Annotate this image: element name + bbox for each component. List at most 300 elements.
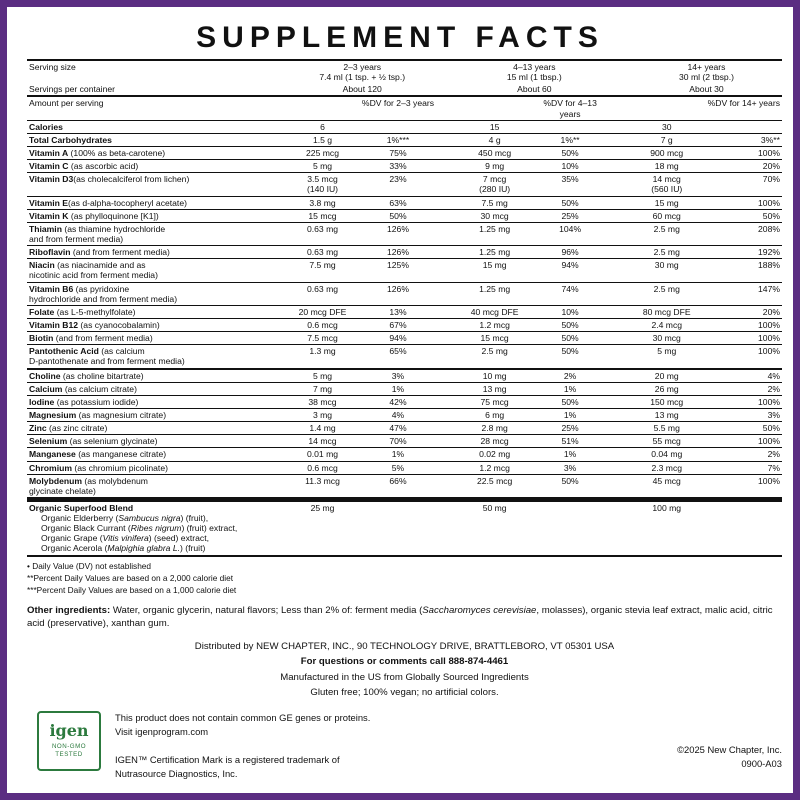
amount-14plus: 55 mcg xyxy=(652,436,681,447)
dv-4-13: 1%** xyxy=(560,134,580,145)
spacer xyxy=(438,422,459,435)
amount-2-3: 38 mcg xyxy=(308,396,337,407)
superfood-blend-row xyxy=(27,499,782,555)
nutrient-name: Riboflavin (and from ferment media) xyxy=(29,247,170,258)
spacer-3 xyxy=(438,83,459,96)
amount-4-13: 13 mg xyxy=(482,383,507,394)
nutrient-name: Zinc (as zinc citrate) xyxy=(29,423,108,434)
amount-14plus: 5 mg xyxy=(657,346,677,357)
page-title: SUPPLEMENT FACTS xyxy=(196,21,604,54)
dv-14plus: 100% xyxy=(758,333,780,344)
dv-14plus: 100% xyxy=(758,475,780,486)
nutrient-name: Thiamin (as thiamine hydrochloride and from ferment media) xyxy=(29,223,166,244)
amount-14plus: 13 mg xyxy=(654,409,679,420)
dv-14plus: 2% xyxy=(767,449,780,460)
spacer-4 xyxy=(610,83,631,96)
table-closing-rule xyxy=(27,556,782,557)
dv-14plus: 100% xyxy=(758,346,780,357)
spacer xyxy=(438,160,459,173)
dv-2-3: 33% xyxy=(389,161,407,172)
table-row xyxy=(27,435,782,448)
amount-4-13: 450 mcg xyxy=(478,147,512,158)
dv-14plus: 70% xyxy=(762,174,780,185)
dv-2-3: 23% xyxy=(389,174,407,185)
dv-4-13: 50% xyxy=(561,396,579,407)
dv-2-3: 1% xyxy=(391,383,405,394)
dv-2-3: 67% xyxy=(389,319,407,330)
blend-dv-4-13 xyxy=(530,499,609,555)
table-row xyxy=(27,461,782,474)
dv-4-13: 1% xyxy=(563,449,577,460)
spacer-1 xyxy=(438,60,459,83)
amount-14plus: 18 mg xyxy=(654,161,679,172)
amount-2-3: 225 mcg xyxy=(306,147,339,158)
nutrient-name: Vitamin B12 (as cyanocobalamin) xyxy=(29,319,160,330)
nutrient-name: Iodine (as potassium iodide) xyxy=(29,396,139,407)
blend-dv-14plus xyxy=(703,499,782,555)
amount-2-3: 5 mg xyxy=(312,370,333,381)
nutrient-name: Choline (as choline bitartrate) xyxy=(29,370,144,381)
dv-4-13: 25% xyxy=(561,210,579,221)
dv-2-3: 70% xyxy=(389,436,407,447)
spacer xyxy=(438,369,459,383)
dv-2-3: 42% xyxy=(389,396,407,407)
dv-14plus: 7% xyxy=(767,462,780,473)
dv-4-13: 35% xyxy=(561,174,579,185)
igen-text xyxy=(115,711,592,781)
dv-4-13: 50% xyxy=(561,346,579,357)
spacer xyxy=(610,173,631,196)
amount-4-13: 28 mcg xyxy=(480,436,509,447)
igen-trademark: IGEN™ Certification Mark is a registered trademark of Nutrasource Diagnostics, Inc. xyxy=(115,754,340,780)
spacer xyxy=(438,345,459,369)
spacer xyxy=(610,395,631,408)
amount-4-13: 40 mcg DFE xyxy=(470,306,519,317)
table-row xyxy=(27,395,782,408)
table-row xyxy=(27,222,782,245)
amount-14plus: 2.4 mcg xyxy=(651,319,683,330)
amount-4-13: 15 mg xyxy=(482,260,507,271)
serving-size-1: 7.4 ml (1 tsp. + ½ tsp.) xyxy=(319,72,406,83)
amount-4-13: 7 mcg (280 IU) xyxy=(479,174,511,195)
spacer xyxy=(438,318,459,331)
spacer xyxy=(610,382,631,395)
nutrient-name: Folate (as L-5-methylfolate) xyxy=(29,306,136,317)
amount-2-3: 6 xyxy=(320,121,325,132)
dv-4-13: 50% xyxy=(561,319,579,330)
serving-col-1 xyxy=(287,60,438,83)
nutrient-name: Selenium (as selenium glycinate) xyxy=(29,436,158,447)
dv-2-3: 1% xyxy=(391,449,405,460)
dv-14plus: 100% xyxy=(758,436,780,447)
dv-4-13: 96% xyxy=(561,247,579,258)
amount-2-3: 20 mcg DFE xyxy=(298,306,347,317)
dv-14plus: 2% xyxy=(767,383,780,394)
igen-badge-sub: NON-GMO TESTED xyxy=(51,743,87,759)
dv-2-3: 126% xyxy=(387,283,409,294)
dv-14plus: 100% xyxy=(758,147,780,158)
spacer xyxy=(438,305,459,318)
spacer xyxy=(438,196,459,209)
dv-14plus: 50% xyxy=(762,210,780,221)
dv-2-3: 125% xyxy=(387,260,409,271)
dv-4-13: 3% xyxy=(563,462,577,473)
nutrient-name: Magnesium (as magnesium citrate) xyxy=(29,409,167,420)
nutrient-name: Chromium (as chromium picolinate) xyxy=(29,462,168,473)
amount-4-13: 22.5 mcg xyxy=(476,475,513,486)
table-row xyxy=(27,332,782,345)
product-code: 0900-A03 xyxy=(741,758,782,770)
spacer xyxy=(610,160,631,173)
table-row xyxy=(27,474,782,499)
spacer xyxy=(438,332,459,345)
amount-2-3: 1.5 g xyxy=(312,134,333,145)
dv-2-3: 50% xyxy=(389,210,407,221)
spacer xyxy=(610,146,631,159)
igen-line-2: Visit igenprogram.com xyxy=(115,726,209,738)
dv-2-3: 5% xyxy=(391,462,405,473)
spacer xyxy=(610,499,631,555)
spacer xyxy=(610,282,631,305)
spacer xyxy=(438,120,459,133)
amount-4-13: 1.2 mcg xyxy=(479,319,510,330)
footnote-2: **Percent Daily Values are based on a 2,000 calorie diet xyxy=(27,572,234,583)
spacer xyxy=(610,222,631,245)
panel-inner xyxy=(7,7,793,793)
amount-2-3: 0.63 mg xyxy=(306,223,339,234)
amount-4-13: 4 g xyxy=(488,134,501,145)
serving-age-3: 14+ years xyxy=(687,62,726,72)
blend-amount-2-3: 25 mg xyxy=(310,502,335,513)
table-row xyxy=(27,246,782,259)
amount-4-13: 2.5 mg xyxy=(481,346,508,357)
amount-14plus: 14 mcg (560 IU) xyxy=(651,174,683,195)
amount-14plus: 2.5 mg xyxy=(653,283,680,294)
amount-2-3: 1.3 mg xyxy=(309,346,336,357)
spacer xyxy=(438,133,459,146)
spacer xyxy=(610,196,631,209)
serving-age-1: 2–3 years xyxy=(343,62,382,72)
dv-2-3: 75% xyxy=(389,147,407,158)
servings-3: About 30 xyxy=(689,84,724,95)
closing-cell xyxy=(27,556,782,557)
spacer xyxy=(438,435,459,448)
amount-4-13: 75 mcg xyxy=(480,396,509,407)
amount-2-3: 0.63 mg xyxy=(306,283,339,294)
table-row xyxy=(27,173,782,196)
dv-4-13: 1% xyxy=(563,409,577,420)
amount-2-3: 0.6 mcg xyxy=(307,462,338,473)
table-row xyxy=(27,318,782,331)
footnote-3: ***Percent Daily Values are based on a 1,000 calorie diet xyxy=(27,584,237,595)
serving-col-2 xyxy=(459,60,610,83)
amount-14plus: 150 mcg xyxy=(650,396,684,407)
other-ingredients-text: Water, organic glycerin, natural flavors; Less than 2% of: ferment media (Saccharomyces cerevisiae, molasses), organic stevia leaf extract, malic acid, citric acid (preservative), xanthan gum. xyxy=(27,604,773,630)
dv-14plus: 100% xyxy=(758,396,780,407)
dv-2-3: 3% xyxy=(391,370,405,381)
dv-4-13: 51% xyxy=(561,436,579,447)
dv-header-1: %DV for 2–3 years xyxy=(361,98,435,109)
servings-1: About 120 xyxy=(342,84,382,95)
amount-2-3: 5 mg xyxy=(312,161,333,172)
manufactured-line: Manufactured in the US from Globally Sourced Ingredients xyxy=(280,671,529,683)
dv-14plus: 20% xyxy=(762,306,780,317)
amount-4-13: 1.2 mcg xyxy=(479,462,510,473)
distribution-block xyxy=(27,639,782,701)
serving-size-row xyxy=(27,60,782,83)
nutrient-name: Vitamin C (as ascorbic acid) xyxy=(29,161,139,172)
dv-4-13: 94% xyxy=(561,260,579,271)
amount-14plus: 26 mg xyxy=(654,383,679,394)
dv-14plus: 100% xyxy=(758,319,780,330)
dv-header-3: %DV for 14+ years xyxy=(707,98,780,109)
servings-per-container-row xyxy=(27,83,782,96)
amount-4-13: 15 mcg xyxy=(480,333,509,344)
amount-4-13: 7.5 mg xyxy=(481,197,508,208)
other-ingredients-label: Other ingredients: xyxy=(27,604,111,616)
dv-14plus: 192% xyxy=(758,247,780,258)
dv-4-13: 74% xyxy=(561,283,579,294)
igen-block xyxy=(27,711,782,781)
amount-2-3: 3.8 mg xyxy=(309,197,336,208)
hdr-amt-2 xyxy=(459,96,531,120)
dv-4-13: 10% xyxy=(561,161,579,172)
amount-2-3: 11.3 mcg xyxy=(305,475,340,486)
table-row xyxy=(27,408,782,421)
dv-2-3: 4% xyxy=(391,409,405,420)
igen-badge-name: igen xyxy=(49,721,89,741)
dv-14plus: 188% xyxy=(758,260,780,271)
blend-amount-4-13: 50 mg xyxy=(482,502,507,513)
spacer xyxy=(610,369,631,383)
blend-item: Organic Elderberry (Sambucus nigra) (fruit), xyxy=(41,513,209,524)
spacer xyxy=(610,259,631,282)
amount-per-serving-label: Amount per serving xyxy=(29,98,104,109)
serving-size-label: Serving size xyxy=(29,62,76,72)
amount-4-13: 1.25 mg xyxy=(479,223,511,234)
column-header-row xyxy=(27,96,782,120)
amount-2-3: 0.6 mcg xyxy=(307,319,338,330)
dv-4-13: 2% xyxy=(563,370,577,381)
table-row xyxy=(27,345,782,369)
table-row xyxy=(27,120,782,133)
amount-14plus: 30 xyxy=(661,121,672,132)
dv-header-2: %DV for 4–13 years xyxy=(543,98,597,119)
amount-14plus: 60 mcg xyxy=(652,210,681,221)
nutrient-name: Calcium (as calcium citrate) xyxy=(29,383,137,394)
dv-4-13: 1% xyxy=(563,383,577,394)
dv-14plus: 4% xyxy=(767,370,780,381)
amount-14plus: 30 mcg xyxy=(652,333,681,344)
dv-2-3: 47% xyxy=(389,423,407,434)
amount-14plus: 2.3 mcg xyxy=(651,462,683,473)
amount-4-13: 10 mg xyxy=(482,370,507,381)
table-body xyxy=(27,60,782,557)
dv-2-3: 63% xyxy=(389,197,407,208)
claims-line: Gluten free; 100% vegan; no artificial colors. xyxy=(310,687,499,699)
nutrient-name: Vitamin A (100% as beta-carotene) xyxy=(29,147,166,158)
spacer xyxy=(610,422,631,435)
amount-4-13: 1.25 mg xyxy=(479,247,511,258)
amount-14plus: 2.5 mg xyxy=(653,247,680,258)
amount-14plus: 20 mg xyxy=(654,370,679,381)
supplement-facts-table xyxy=(27,59,782,557)
spacer xyxy=(438,259,459,282)
dv-4-13: 104% xyxy=(559,223,582,234)
spacer xyxy=(610,133,631,146)
spacer xyxy=(610,435,631,448)
blend-item: Organic Black Currant (Ribes nigrum) (fruit) extract, xyxy=(41,523,238,534)
amount-14plus: 0.04 mg xyxy=(651,449,683,460)
spacer xyxy=(610,209,631,222)
amount-4-13: 2.8 mg xyxy=(481,423,508,434)
igen-line-1: This product does not contain common GE genes or proteins. xyxy=(115,712,371,724)
copyright-line: ©2025 New Chapter, Inc. xyxy=(677,744,782,756)
serving-age-2: 4–13 years xyxy=(513,62,556,72)
amount-14plus: 900 mcg xyxy=(650,147,684,158)
dv-4-13: 10% xyxy=(561,306,579,317)
serving-col-3 xyxy=(631,60,782,83)
amount-14plus: 80 mcg DFE xyxy=(642,306,691,317)
spacer xyxy=(610,318,631,331)
table-row xyxy=(27,146,782,159)
amount-4-13: 1.25 mg xyxy=(479,283,511,294)
hdr-amt-3 xyxy=(631,96,703,120)
nutrient-name: Vitamin E(as d-alpha-tocopheryl acetate) xyxy=(29,197,187,208)
dv-2-3 xyxy=(358,120,437,133)
spacer xyxy=(610,332,631,345)
table-row xyxy=(27,259,782,282)
amount-14plus: 5.5 mg xyxy=(653,423,680,434)
amount-2-3: 15 mcg xyxy=(308,210,337,221)
spacer xyxy=(610,461,631,474)
nutrient-name: Total Carbohydrates xyxy=(29,134,112,145)
footnote-1: • Daily Value (DV) not established xyxy=(27,560,152,571)
blend-item: Organic Acerola (Malpighia glabra L.) (fruit) xyxy=(41,543,206,554)
serving-size-3: 30 ml (2 tbsp.) xyxy=(679,72,734,83)
amount-4-13: 0.02 mg xyxy=(479,449,511,460)
amount-2-3: 14 mcg xyxy=(308,436,337,447)
spacer xyxy=(438,282,459,305)
amount-14plus: 7 g xyxy=(660,134,673,145)
dv-14plus: 3% xyxy=(767,409,780,420)
amount-4-13: 15 xyxy=(489,121,500,132)
dv-14plus: 50% xyxy=(762,423,780,434)
dv-2-3: 65% xyxy=(389,346,407,357)
spacer xyxy=(438,499,459,555)
nutrient-name: Vitamin D3(as cholecalciferol from lichen) xyxy=(29,174,190,185)
table-row xyxy=(27,282,782,305)
spacer xyxy=(438,461,459,474)
amount-2-3: 7.5 mg xyxy=(309,260,336,271)
spacer xyxy=(610,305,631,318)
amount-4-13: 30 mcg xyxy=(480,210,509,221)
nutrient-name: Calories xyxy=(29,121,63,132)
nutrient-name: Pantothenic Acid (as calcium D-pantothenate and from ferment media) xyxy=(29,346,185,367)
dv-4-13: 50% xyxy=(561,197,579,208)
table-row xyxy=(27,196,782,209)
footnotes xyxy=(27,560,782,596)
spacer xyxy=(610,474,631,499)
spacer xyxy=(610,408,631,421)
dv-14plus: 100% xyxy=(758,197,780,208)
dv-2-3: 126% xyxy=(387,223,409,234)
dv-2-3: 1%*** xyxy=(386,134,410,145)
phone-line: For questions or comments call 888-874-4461 xyxy=(300,656,509,668)
table-row xyxy=(27,369,782,383)
table-row xyxy=(27,305,782,318)
nutrient-name: Niacin (as niacinamide and as nicotinic acid from ferment media) xyxy=(29,260,158,281)
spacer-2 xyxy=(610,60,631,83)
amount-4-13: 9 mg xyxy=(485,161,505,172)
spacer xyxy=(438,173,459,196)
hdr-amt-1 xyxy=(287,96,359,120)
dv-2-3: 94% xyxy=(389,333,407,344)
table-row xyxy=(27,133,782,146)
spacer-6 xyxy=(610,96,631,120)
dv-14plus: 208% xyxy=(758,223,780,234)
serving-size-2: 15 ml (1 tbsp.) xyxy=(506,72,562,83)
amount-14plus: 30 mg xyxy=(654,260,679,271)
amount-2-3: 3 mg xyxy=(312,409,333,420)
table-row xyxy=(27,209,782,222)
nutrient-name: Vitamin K (as phylloquinone [K1]) xyxy=(29,210,159,221)
dv-2-3: 13% xyxy=(389,306,407,317)
spacer xyxy=(438,474,459,499)
spacer xyxy=(610,246,631,259)
igen-badge-icon xyxy=(37,711,101,771)
dv-14plus: 147% xyxy=(758,283,780,294)
amount-2-3: 0.63 mg xyxy=(306,247,339,258)
blend-name: Organic Superfood Blend Organic Elderberry (Sambucus nigra) (fruit), Organic Black Currant (Ribes nigrum) (fruit) extract, Organic Grape (Vitis vinifera) (seed) extract, Organic Acerola (Malpighia glabra L.) (fruit) xyxy=(27,499,287,555)
amount-2-3: 1.4 mg xyxy=(309,423,336,434)
blend-item: Organic Grape (Vitis vinifera) (seed) extract, xyxy=(41,533,209,544)
dv-14plus: 3%** xyxy=(760,134,780,145)
copyright-block xyxy=(592,711,782,771)
spacer xyxy=(438,246,459,259)
dv-4-13: 25% xyxy=(561,423,579,434)
servings-per-container-label: Servings per container xyxy=(29,84,115,95)
table-row xyxy=(27,448,782,461)
dv-14plus xyxy=(703,120,782,133)
distributor-line: Distributed by NEW CHAPTER, INC., 90 TECHNOLOGY DRIVE, BRATTLEBORO, VT 05301 USA xyxy=(194,640,615,652)
spacer xyxy=(610,448,631,461)
spacer xyxy=(438,408,459,421)
other-ingredients xyxy=(27,604,782,631)
nutrient-name: Manganese (as manganese citrate) xyxy=(29,449,167,460)
amount-14plus: 2.5 mg xyxy=(653,223,680,234)
nutrient-name: Vitamin B6 (as pyridoxine hydrochloride and from ferment media) xyxy=(29,283,178,304)
dv-4-13: 50% xyxy=(561,333,579,344)
dv-2-3: 126% xyxy=(387,247,409,258)
table-row xyxy=(27,160,782,173)
amount-2-3: 3.5 mcg (140 IU) xyxy=(306,174,339,195)
dv-2-3: 66% xyxy=(389,475,407,486)
amount-14plus: 15 mg xyxy=(654,197,679,208)
spacer xyxy=(438,222,459,245)
spacer xyxy=(438,146,459,159)
dv-4-13: 50% xyxy=(561,475,579,486)
table-row xyxy=(27,382,782,395)
spacer xyxy=(610,120,631,133)
spacer xyxy=(438,395,459,408)
spacer xyxy=(610,345,631,369)
spacer xyxy=(438,209,459,222)
amount-2-3: 7.5 mcg xyxy=(307,333,338,344)
amount-14plus: 45 mcg xyxy=(652,475,681,486)
amount-2-3: 0.01 mg xyxy=(306,449,339,460)
nutrient-name: Biotin (and from ferment media) xyxy=(29,333,153,344)
